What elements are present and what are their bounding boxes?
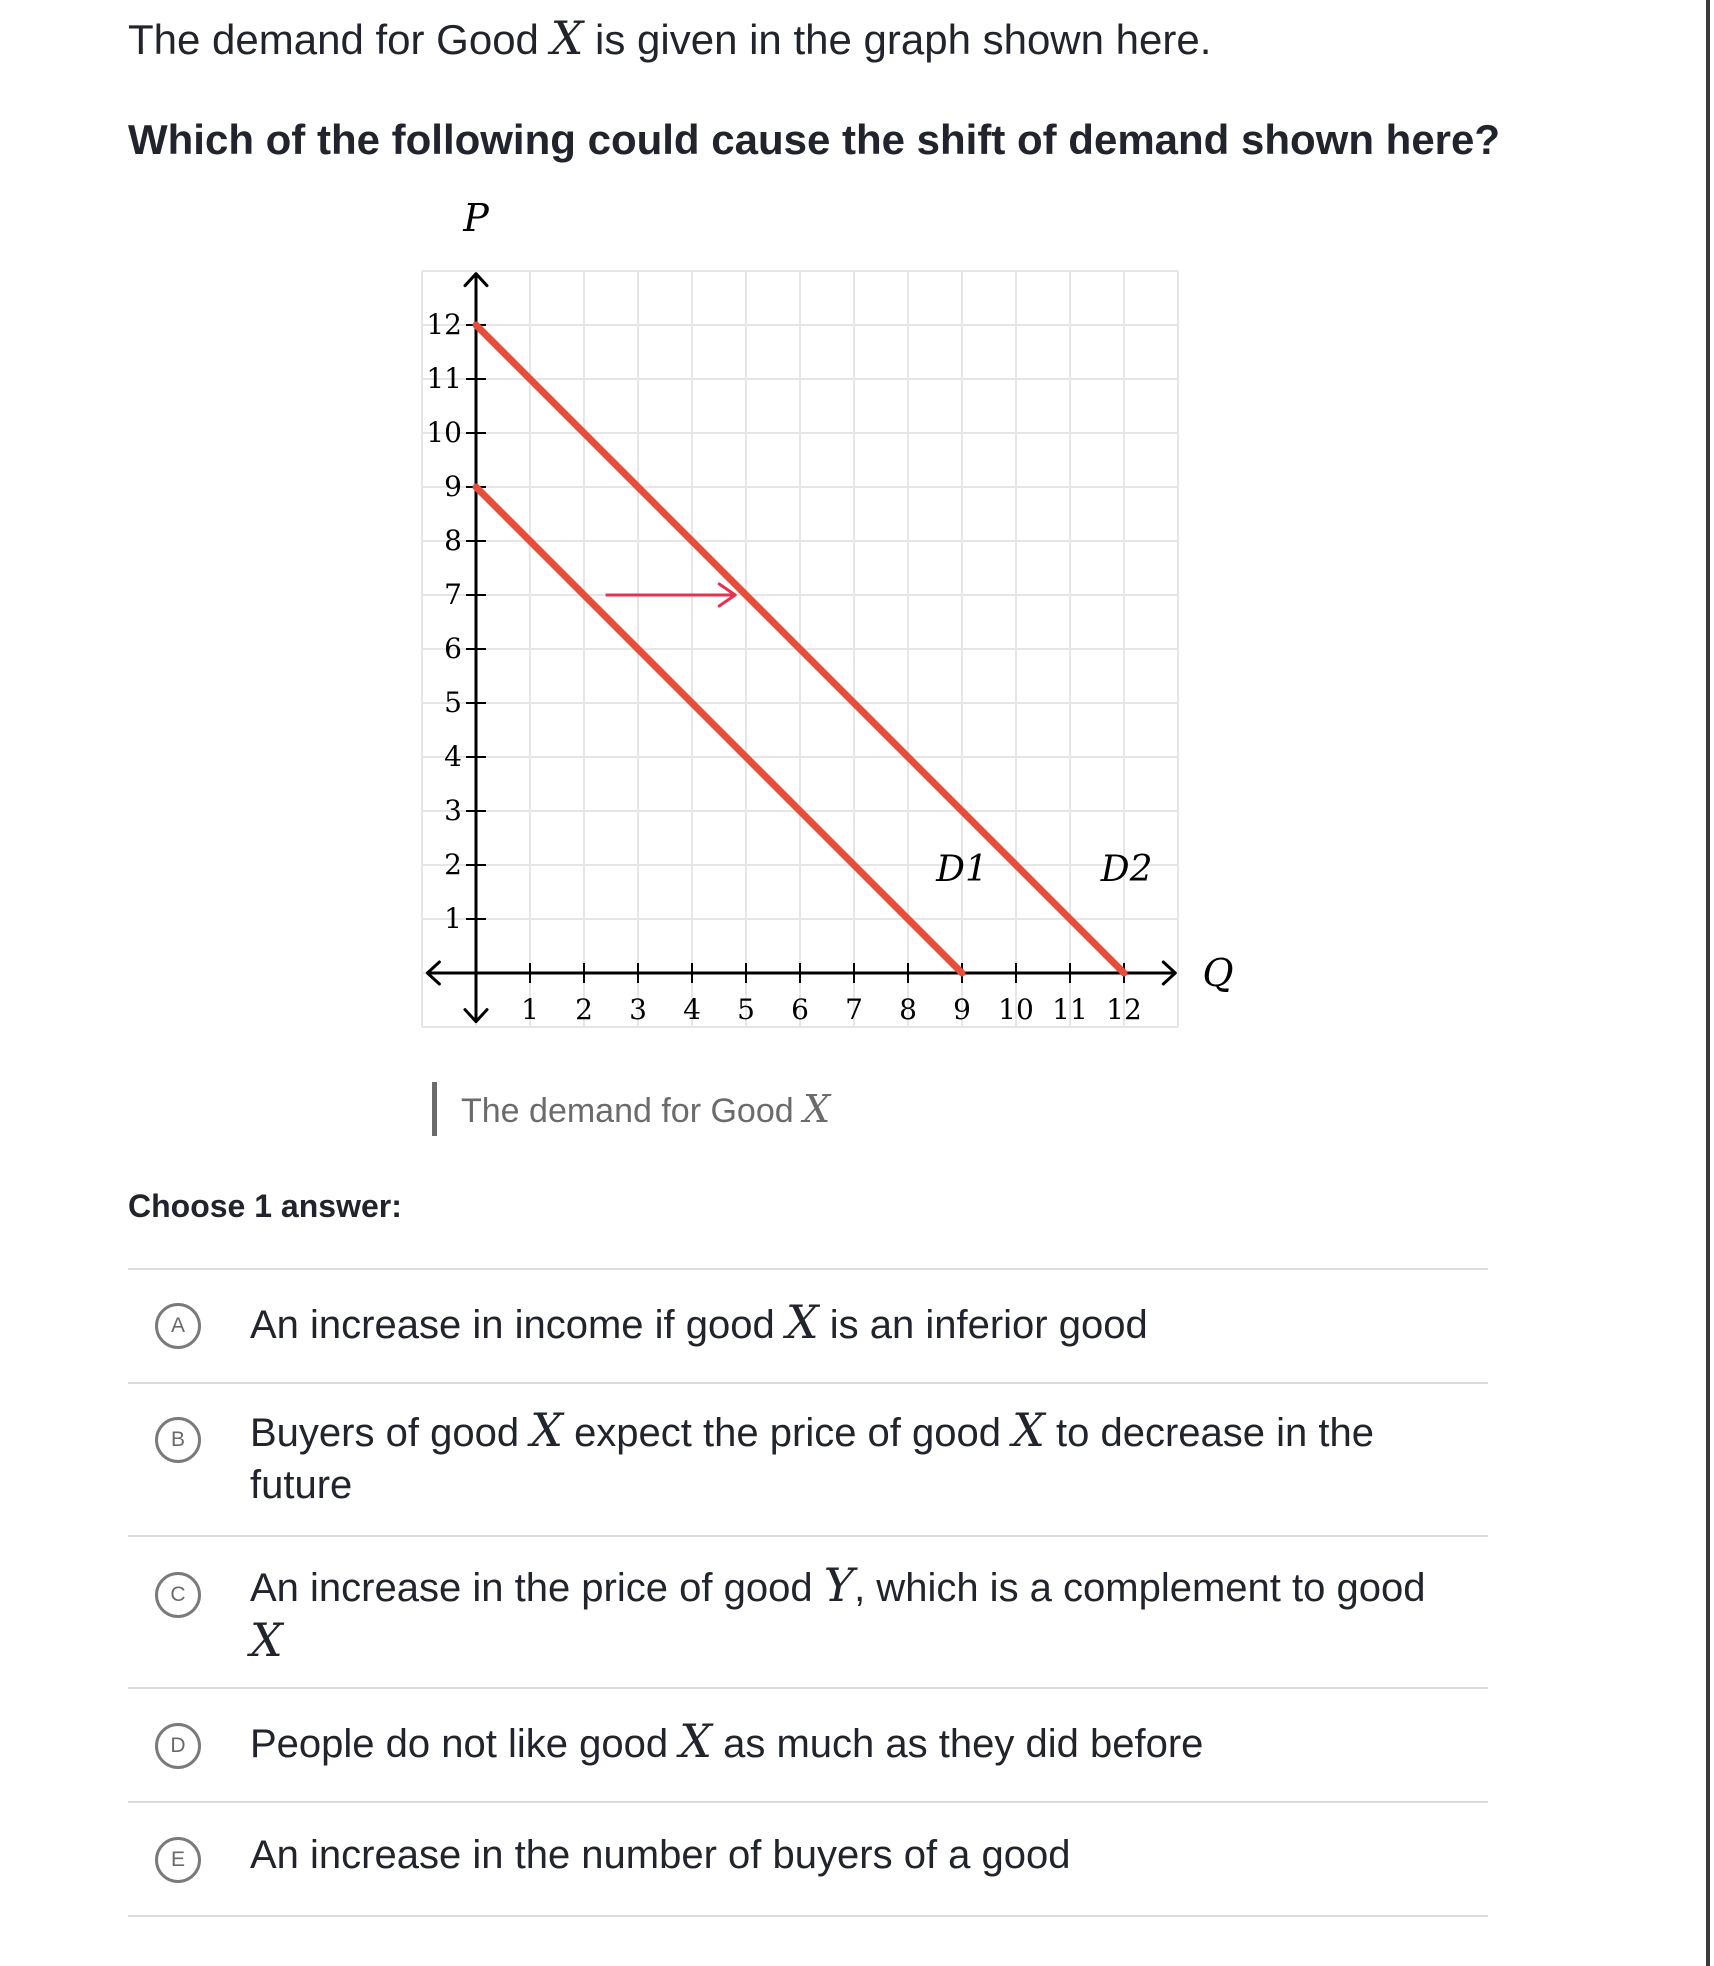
choice-d-radio[interactable]: D (155, 1723, 201, 1769)
choice-d[interactable] (128, 1689, 1488, 1803)
y-tick-label: 2 (444, 848, 462, 881)
choice-text-part: Buyers of good (250, 1411, 520, 1455)
x-tick-label: 2 (575, 993, 593, 1026)
x-tick-label: 5 (737, 993, 755, 1026)
choice-e[interactable] (128, 1803, 1488, 1917)
choice-text-part: An increase in income if good (250, 1303, 775, 1347)
chart-axes (427, 196, 1233, 1022)
demand-curve-d1 (476, 487, 962, 973)
x-tick-label: 11 (1052, 993, 1088, 1026)
math-var-y: Y (823, 1558, 855, 1612)
choice-text-part: , which is a complement to good (854, 1566, 1426, 1610)
answer-choices (128, 1268, 1488, 1917)
x-tick-label: 12 (1106, 993, 1142, 1026)
y-tick-label: 10 (426, 416, 462, 449)
y-tick-label: 1 (444, 902, 462, 935)
x-tick-label: 9 (953, 993, 971, 1026)
x-tick-label: 8 (899, 993, 917, 1026)
math-var-x: X (679, 1714, 712, 1768)
math-var-x: X (550, 11, 584, 65)
choice-text-part: future (250, 1463, 353, 1507)
choice-text-part: expect the price of good (574, 1411, 1002, 1455)
math-var-x: X (1012, 1403, 1045, 1457)
choice-text-part: People do not like good (250, 1722, 669, 1766)
choice-b[interactable] (128, 1384, 1488, 1537)
math-var-x: X (785, 1295, 819, 1349)
y-tick-label: 3 (444, 794, 462, 827)
y-tick-label: 5 (444, 686, 462, 719)
question-intro-text-end: is given in the graph shown here. (595, 16, 1212, 63)
choice-a-radio[interactable]: A (155, 1303, 201, 1349)
y-tick-label: 6 (444, 632, 462, 665)
x-tick-label: 10 (998, 993, 1034, 1026)
question-text: Which of the following could cause the shift of demand shown here? (128, 116, 1501, 163)
y-tick-label: 12 (426, 308, 462, 341)
x-tick-label: 6 (791, 993, 809, 1026)
y-tick-label: 11 (426, 362, 462, 395)
y-tick-label: 9 (444, 470, 462, 503)
choice-e-text: An increase in the number of buyers of a good (250, 1833, 1071, 1877)
choice-e-radio[interactable]: E (155, 1837, 201, 1883)
curve-label-d1: D1 (936, 849, 988, 891)
choice-text-part: to decrease in the (1056, 1411, 1375, 1455)
choice-c[interactable] (128, 1537, 1488, 1689)
choice-b-text (250, 1404, 1488, 1511)
choice-d-text (250, 1715, 1488, 1770)
question-intro-text: The demand for Good (128, 16, 539, 63)
caption-var: X (803, 1087, 831, 1131)
choice-b-radio[interactable]: B (155, 1417, 201, 1463)
caption-text: The demand for Good (461, 1092, 794, 1130)
choice-c-text (250, 1559, 1488, 1669)
x-tick-label: 7 (845, 993, 863, 1026)
choose-label: Choose 1 answer: (128, 1188, 402, 1224)
x-tick-label: 4 (683, 993, 701, 1026)
math-var-x: X (250, 1613, 283, 1667)
y-tick-label: 7 (444, 578, 462, 611)
graph-caption (432, 1082, 830, 1136)
curve-label-d2: D2 (1100, 849, 1153, 891)
choice-a-text (250, 1296, 1488, 1351)
y-axis-label: P (463, 196, 489, 240)
y-tick-label: 8 (444, 524, 462, 557)
choice-text-part: is an inferior good (829, 1303, 1148, 1347)
y-tick-label: 4 (444, 740, 462, 773)
choice-text-part: as much as they did before (723, 1722, 1204, 1766)
x-tick-label: 3 (629, 993, 647, 1026)
x-tick-label: 1 (521, 993, 539, 1026)
choice-a[interactable] (128, 1270, 1488, 1384)
chart-annotations (606, 584, 736, 606)
x-axis-label: Q (1202, 951, 1234, 995)
choice-text-part: An increase in the price of good (250, 1566, 813, 1610)
choice-c-radio[interactable]: C (155, 1572, 201, 1618)
math-var-x: X (530, 1403, 563, 1457)
